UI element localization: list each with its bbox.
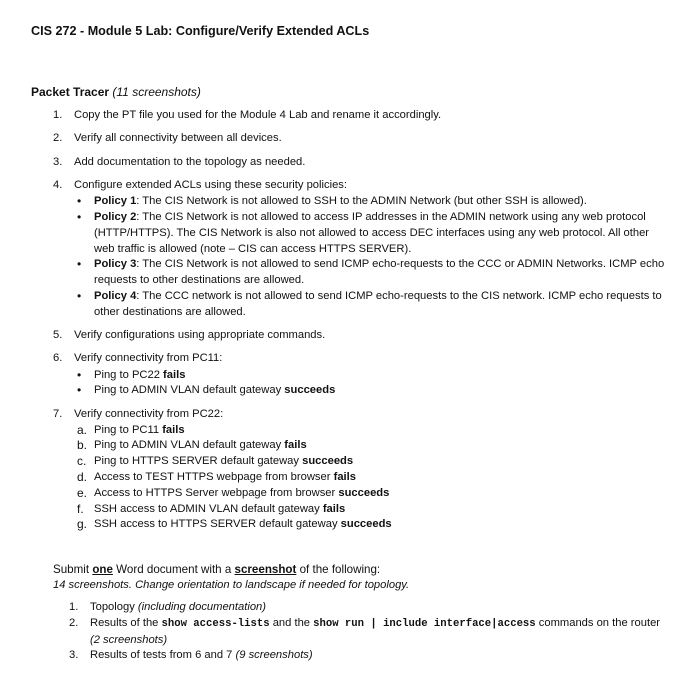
steps-list: [53, 108, 668, 541]
policy-text: : The CIS Network is not allowed to access IP addresses in the ADMIN network using any web protocol (HTTP/HTTPS). The CIS Network is also not allowed to access DEC interfaces using any web protocol. All other web traffic is allowed (note – CIS can access HTTPS SERVER).: [94, 210, 650, 255]
section-subheading: (11 screenshots): [112, 85, 201, 99]
deliverable-1: [69, 600, 669, 616]
step-text: Copy the PT file you used for the Module 4 Lab and rename it accordingly.: [74, 109, 442, 121]
section-heading-label: Packet Tracer: [31, 85, 110, 99]
policy-text: : The CIS Network is not allowed to SSH to the ADMIN Network (but other SSH is allowed).: [136, 195, 587, 208]
test-text: Access to TEST HTTPS webpage from browser: [94, 470, 334, 483]
pc11-test-list: [74, 368, 668, 400]
item-letter: d.: [77, 469, 88, 484]
item-letter: g.: [77, 517, 88, 532]
submit-one: one: [92, 563, 113, 576]
policy-list: [74, 194, 668, 320]
deliverable-text: commands on the router: [535, 616, 661, 629]
step-number: 3.: [53, 155, 63, 168]
step-number: 5.: [53, 329, 63, 342]
deliverable-text: Topology: [90, 601, 138, 613]
step-1: [53, 108, 668, 124]
item-letter: b.: [77, 438, 88, 453]
submit-pre: Submit: [53, 563, 93, 576]
deliverable-3: [69, 648, 669, 664]
step-text: Verify configurations using appropriate commands.: [74, 329, 326, 342]
policy-text: : The CIS Network is not allowed to send ICMP echo-requests to the CCC or ADMIN Networks. ICMP echo requests to other destinations are allowed.: [94, 258, 665, 287]
policy-label: Policy 3: [94, 258, 137, 271]
test-text: Ping to ADMIN VLAN default gateway: [94, 439, 285, 452]
section-heading: [31, 85, 201, 101]
policy-label: Policy 2: [94, 210, 137, 223]
command-show-run: show run | include interface|access: [313, 617, 536, 630]
test-text: SSH access to HTTPS SERVER default gateway: [94, 518, 341, 531]
step-2: [53, 131, 668, 147]
test-item: [74, 470, 668, 486]
test-result: fails: [322, 502, 346, 515]
deliverable-text: Results of tests from 6 and 7: [90, 649, 236, 662]
step-3: [53, 155, 668, 171]
command-show-access-lists: show access-lists: [161, 617, 270, 630]
test-result: succeeds: [340, 518, 392, 531]
step-4: [53, 178, 668, 321]
test-text: Ping to HTTPS SERVER default gateway: [94, 455, 303, 468]
step-6: [53, 351, 668, 399]
test-item: [74, 502, 668, 518]
policy-item: [74, 257, 668, 289]
deliverable-number: 2.: [69, 616, 79, 629]
deliverable-text: Results of the: [90, 616, 162, 629]
step-text: Add documentation to the topology as needed.: [74, 155, 306, 168]
item-letter: f.: [77, 501, 84, 516]
step-number: 1.: [53, 109, 63, 121]
step-number: 2.: [53, 132, 63, 145]
step-number: 6.: [53, 352, 63, 365]
step-number: 4.: [53, 178, 63, 191]
test-result: fails: [163, 368, 186, 381]
submit-post: of the following:: [296, 563, 381, 576]
bullet-icon: •: [77, 367, 82, 382]
test-result: succeeds: [338, 486, 390, 499]
deliverable-note: (2 screenshots): [90, 633, 168, 646]
test-item: [74, 423, 668, 439]
test-text: Access to HTTPS Server webpage from browser: [94, 486, 339, 499]
step-number: 7.: [53, 407, 63, 420]
test-text: Ping to ADMIN VLAN default gateway: [94, 384, 285, 397]
step-5: [53, 328, 668, 344]
test-result: succeeds: [302, 455, 354, 468]
deliverable-2: [69, 616, 669, 649]
step-7: [53, 407, 668, 533]
test-item: [74, 517, 668, 533]
step-text: Verify connectivity from PC22:: [74, 407, 224, 420]
test-item: [74, 438, 668, 454]
deliverable-number: 3.: [69, 649, 79, 662]
submit-mid: Word document with a: [112, 563, 235, 576]
item-letter: e.: [77, 485, 88, 500]
test-result: fails: [333, 470, 356, 483]
test-item: [74, 454, 668, 470]
item-letter: c.: [77, 454, 87, 469]
policy-item: [74, 289, 668, 321]
step-text: Configure extended ACLs using these security policies:: [74, 178, 348, 191]
deliverable-note: (including documentation): [137, 601, 267, 613]
deliverables-list: [69, 600, 669, 664]
test-text: Ping to PC22: [94, 368, 164, 381]
policy-label: Policy 1: [94, 195, 137, 208]
bullet-icon: •: [77, 383, 82, 398]
test-result: succeeds: [284, 384, 336, 397]
step-text: Verify connectivity from PC11:: [74, 352, 223, 365]
deliverable-number: 1.: [69, 601, 79, 613]
bullet-icon: •: [77, 257, 82, 272]
bullet-icon: •: [77, 209, 82, 224]
bullet-icon: •: [77, 194, 82, 209]
deliverable-text: and the: [269, 616, 314, 629]
deliverable-note: (9 screenshots): [235, 649, 313, 662]
test-item: [74, 368, 668, 384]
test-text: SSH access to ADMIN VLAN default gateway: [94, 502, 323, 515]
test-result: fails: [162, 423, 185, 436]
policy-text: : The CCC network is not allowed to send ICMP echo-requests to the CIS network. ICMP echo requests to other destinations are allowed.: [94, 289, 662, 318]
submit-screenshot: screenshot: [234, 563, 297, 576]
submit-instructions: [53, 562, 380, 578]
pc22-test-list: [74, 423, 668, 534]
submit-note: 14 screenshots. Change orientation to landscape if needed for topology.: [53, 579, 410, 591]
item-letter: a.: [77, 422, 88, 437]
test-item: [74, 486, 668, 502]
test-item: [74, 383, 668, 399]
step-text: Verify all connectivity between all devices.: [74, 132, 282, 145]
document-title: CIS 272 - Module 5 Lab: Configure/Verify Extended ACLs: [31, 24, 370, 38]
test-text: Ping to PC11: [94, 423, 163, 436]
test-result: fails: [284, 439, 307, 452]
policy-item: [74, 194, 668, 210]
policy-label: Policy 4: [94, 289, 137, 302]
bullet-icon: •: [77, 288, 82, 303]
policy-item: [74, 210, 668, 257]
